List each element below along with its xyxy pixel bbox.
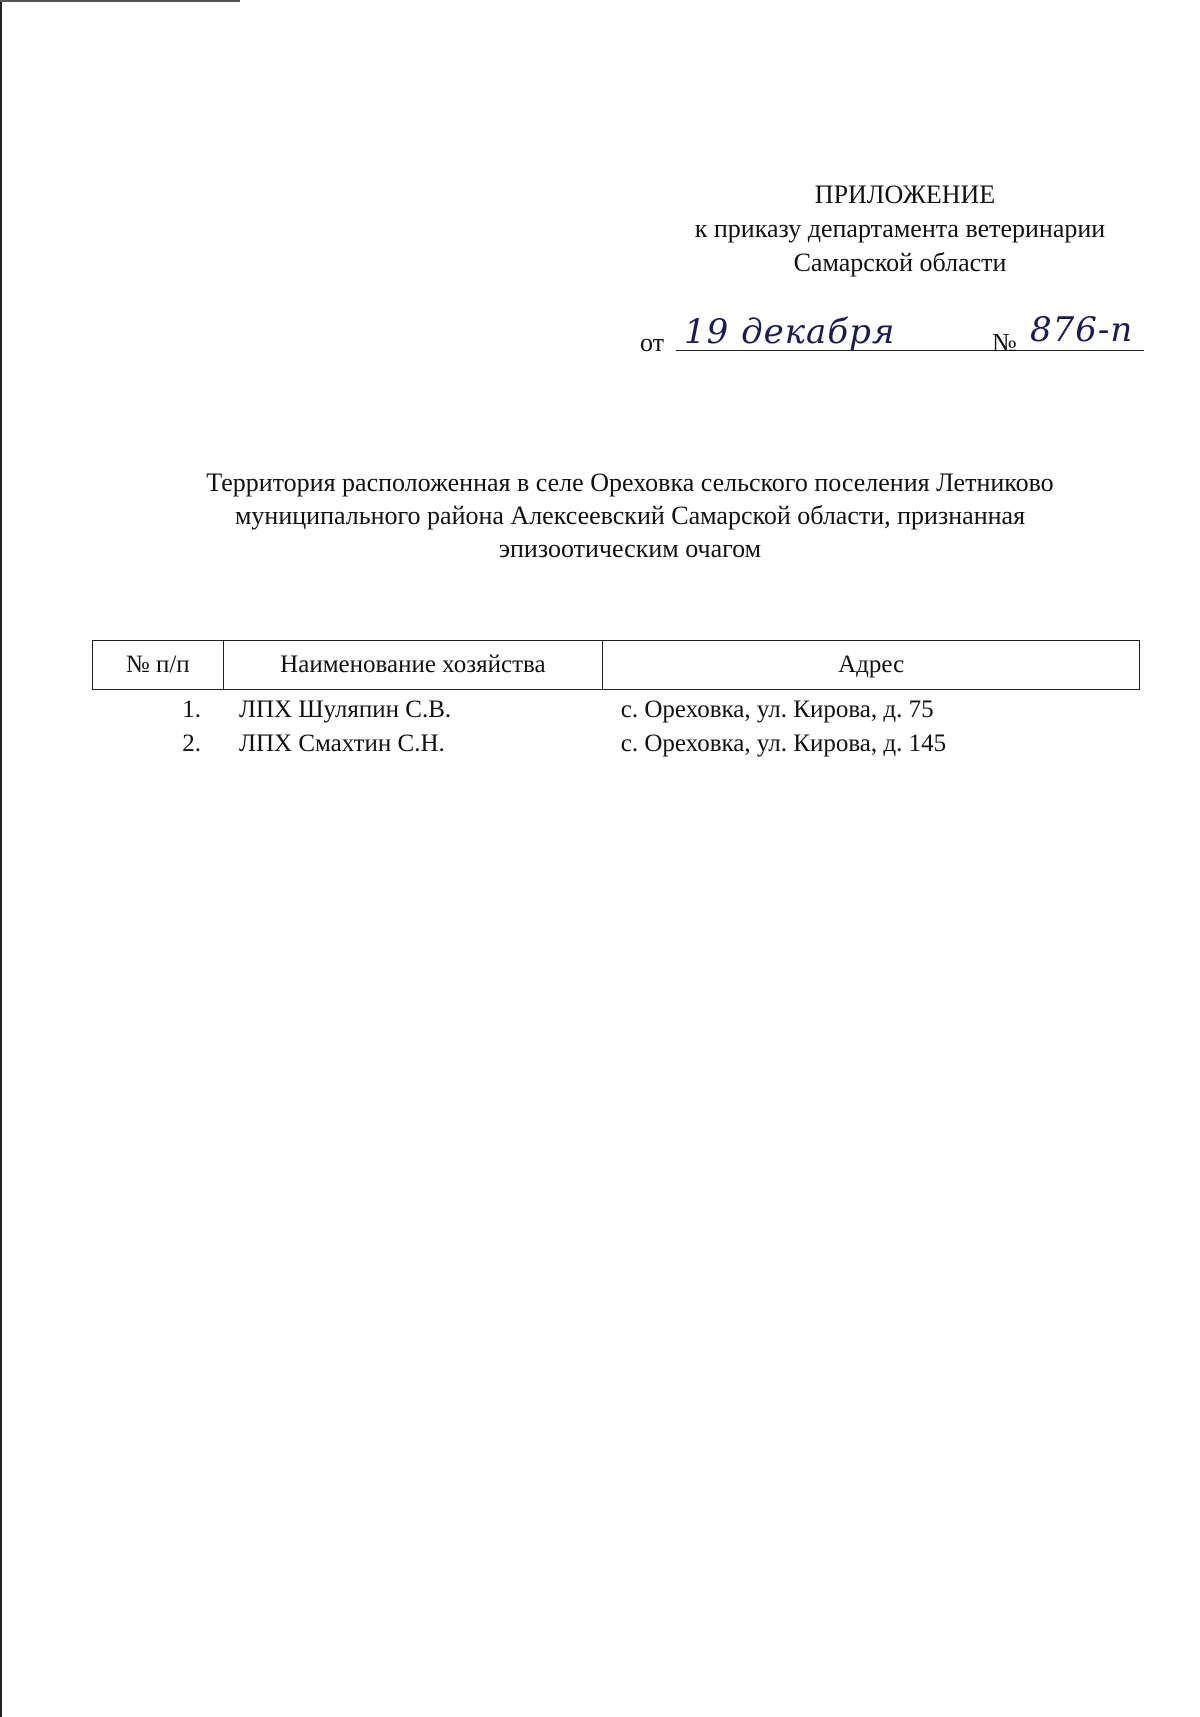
handwritten-date: 19 декабря bbox=[684, 312, 896, 352]
number-underline bbox=[1024, 350, 1144, 351]
row-household-name: ЛПХ Шуляпин С.В. bbox=[239, 696, 452, 723]
scan-top-line bbox=[0, 0, 240, 2]
row-address: с. Ореховка, ул. Кирова, д. 145 bbox=[620, 730, 947, 757]
header-address: Адрес bbox=[603, 641, 1140, 690]
households-table bbox=[92, 640, 1140, 764]
appendix-line-1: к приказу департамента ветеринарии bbox=[694, 214, 1106, 243]
row-number: 2. bbox=[182, 730, 201, 757]
document-heading bbox=[150, 466, 1110, 565]
scan-edge-line bbox=[0, 0, 2, 1717]
heading-line-2: муниципального района Алексеевский Самарской области, признанная bbox=[234, 501, 1026, 530]
appendix-block bbox=[660, 178, 1140, 280]
heading-line-3: эпизоотическим очагом bbox=[498, 534, 762, 563]
order-date-number bbox=[640, 310, 1160, 360]
number-label: № bbox=[992, 328, 1017, 357]
table-row bbox=[93, 690, 1140, 731]
households-table-wrap bbox=[92, 640, 1140, 764]
header-household-name: Наименование хозяйства bbox=[223, 641, 603, 690]
appendix-title: ПРИЛОЖЕНИЕ bbox=[814, 180, 996, 209]
row-number: 1. bbox=[182, 696, 201, 723]
appendix-line-2: Самарской области bbox=[793, 248, 1007, 277]
handwritten-number: 876-п bbox=[1030, 310, 1134, 350]
table-header-row bbox=[93, 641, 1140, 690]
from-label: от bbox=[640, 328, 665, 357]
row-household-name: ЛПХ Смахтин С.Н. bbox=[239, 730, 445, 757]
row-address: с. Ореховка, ул. Кирова, д. 75 bbox=[620, 696, 934, 723]
table-row bbox=[93, 730, 1140, 764]
header-number: № п/п bbox=[93, 641, 224, 690]
heading-line-1: Территория расположенная в селе Ореховка сельского поселения Летниково bbox=[206, 468, 1054, 497]
